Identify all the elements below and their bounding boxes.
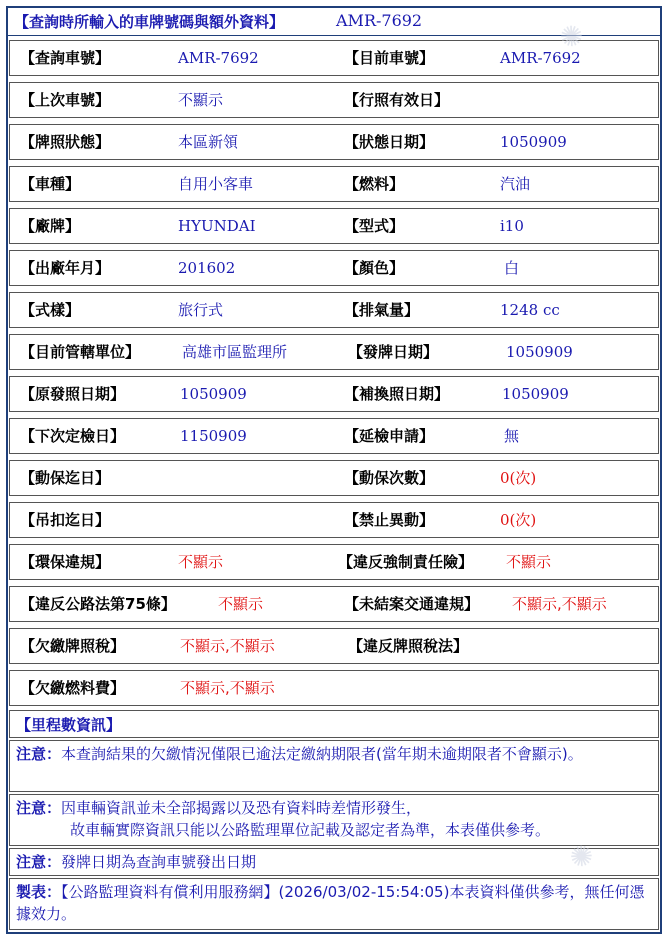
row-chattel-mortgage xyxy=(9,460,659,496)
label-license-tax-violation: 【違反牌照稅法】 xyxy=(348,637,469,655)
note-overdue-text: 本查詢結果的欠繳情況僅限已逾法定繳納期限者(當年期未逾期限者不會顯示)。 xyxy=(61,745,583,763)
value-current-plate: AMR-7692 xyxy=(500,49,581,67)
value-plate-status: 本區新領 xyxy=(178,133,239,151)
value-unpaid-license-tax: 不顯示,不顯示 xyxy=(180,637,275,655)
row-plate-status xyxy=(9,124,659,160)
label-plate-status: 【牌照狀態】 xyxy=(20,133,111,151)
row-previous-plate xyxy=(9,82,659,118)
value-model: i10 xyxy=(500,217,524,235)
note-issue-date-text: 發牌日期為查詢車號發出日期 xyxy=(61,853,257,871)
row-fuel-fee xyxy=(9,670,659,706)
label-next-inspection: 【下次定檢日】 xyxy=(20,427,126,445)
row-highway-act xyxy=(9,586,659,622)
row-body-style xyxy=(9,292,659,328)
label-highway-act-75: 【違反公路法第75條】 xyxy=(20,595,176,613)
label-unpaid-fuel-fee: 【欠繳燃料費】 xyxy=(20,679,126,697)
row-jurisdiction xyxy=(9,334,659,370)
value-body-style: 旅行式 xyxy=(178,301,224,319)
label-issue-date: 【發牌日期】 xyxy=(348,343,439,361)
value-jurisdiction: 高雄市區監理所 xyxy=(182,343,288,361)
label-suspension-until: 【吊扣迄日】 xyxy=(20,511,111,529)
label-inspection-extension: 【延檢申請】 xyxy=(344,427,435,445)
mileage-section xyxy=(9,710,659,738)
report-footer xyxy=(9,878,659,930)
label-manufacture-date: 【出廠年月】 xyxy=(20,259,111,277)
value-pending-traffic-violation: 不顯示,不顯示 xyxy=(512,595,607,613)
value-issue-date: 1050909 xyxy=(506,343,573,361)
value-compulsory-insurance: 不顯示 xyxy=(506,553,552,571)
label-jurisdiction: 【目前管轄單位】 xyxy=(20,343,141,361)
value-query-plate: AMR-7692 xyxy=(178,49,259,67)
note-issue-date xyxy=(9,848,659,876)
value-highway-act-75: 不顯示 xyxy=(218,595,264,613)
label-license-valid-date: 【行照有效日】 xyxy=(344,91,450,109)
header-title: 【查詢時所輸入的車牌號碼與額外資料】 xyxy=(14,13,285,31)
label-chattel-mortgage-until: 【動保迄日】 xyxy=(20,469,111,487)
value-next-inspection: 1150909 xyxy=(180,427,247,445)
label-model: 【型式】 xyxy=(344,217,405,235)
label-transfer-prohibited: 【禁止異動】 xyxy=(344,511,435,529)
value-original-license-date: 1050909 xyxy=(180,385,247,403)
value-displacement: 1248 cc xyxy=(500,301,560,319)
row-license-tax xyxy=(9,628,659,664)
value-previous-plate: 不顯示 xyxy=(178,91,224,109)
label-unpaid-license-tax: 【欠繳牌照稅】 xyxy=(20,637,126,655)
label-previous-plate: 【上次車號】 xyxy=(20,91,111,109)
label-pending-traffic-violation: 【未結案交通違規】 xyxy=(344,595,480,613)
value-transfer-prohibited: 0(次) xyxy=(500,511,537,529)
watermark-bottom-right: ✺ xyxy=(564,836,600,877)
footer-text: 【公路監理資料有償利用服務網】(2026/03/02-15:54:05)本表資料僅供參考，無任何憑據效力。 xyxy=(16,883,645,923)
value-environmental-violation: 不顯示 xyxy=(178,553,224,571)
value-status-date: 1050909 xyxy=(500,133,567,151)
label-original-license-date: 【原發照日期】 xyxy=(20,385,126,403)
note-disclaimer-line1: 因車輛資訊並未全部揭露以及恐有資料時差情形發生， xyxy=(61,799,422,817)
row-vehicle-type xyxy=(9,166,659,202)
label-chattel-mortgage-count: 【動保次數】 xyxy=(344,469,435,487)
row-manufacture-date xyxy=(9,250,659,286)
label-fuel: 【燃料】 xyxy=(344,175,405,193)
label-status-date: 【狀態日期】 xyxy=(344,133,435,151)
value-reissue-date: 1050909 xyxy=(502,385,569,403)
label-environmental-violation: 【環保違規】 xyxy=(20,553,111,571)
row-query-plate xyxy=(9,40,659,76)
value-fuel: 汽油 xyxy=(500,175,531,193)
footer-key: 製表： xyxy=(16,883,62,901)
label-vehicle-type: 【車種】 xyxy=(20,175,81,193)
row-brand xyxy=(9,208,659,244)
row-environmental xyxy=(9,544,659,580)
label-query-plate: 【查詢車號】 xyxy=(20,49,111,67)
mileage-label: 【里程數資訊】 xyxy=(16,716,122,734)
header-plate: AMR-7692 xyxy=(336,11,423,30)
report-header xyxy=(8,8,660,36)
note-disclaimer xyxy=(9,794,659,846)
value-color: 白 xyxy=(504,259,520,277)
note-issue-date-key: 注意： xyxy=(16,853,62,871)
row-next-inspection xyxy=(9,418,659,454)
value-vehicle-type: 自用小客車 xyxy=(178,175,254,193)
label-brand: 【廠牌】 xyxy=(20,217,81,235)
row-original-license-date xyxy=(9,376,659,412)
value-brand: HYUNDAI xyxy=(178,217,256,235)
watermark-top-right: ✺ xyxy=(554,16,590,57)
note-disclaimer-key: 注意： xyxy=(16,799,62,817)
value-manufacture-date: 201602 xyxy=(178,259,236,277)
value-inspection-extension: 無 xyxy=(504,427,520,445)
label-displacement: 【排氣量】 xyxy=(344,301,420,319)
value-unpaid-fuel-fee: 不顯示,不顯示 xyxy=(180,679,275,697)
label-body-style: 【式樣】 xyxy=(20,301,81,319)
note-disclaimer-line2: 故車輛實際資訊只能以公路監理單位記載及認定者為準，本表僅供參考。 xyxy=(70,821,551,839)
label-current-plate: 【目前車號】 xyxy=(344,49,435,67)
value-chattel-mortgage-count: 0(次) xyxy=(500,469,537,487)
note-overdue-key: 注意： xyxy=(16,745,62,763)
label-color: 【顏色】 xyxy=(344,259,405,277)
row-suspension xyxy=(9,502,659,538)
label-reissue-date: 【補換照日期】 xyxy=(344,385,450,403)
label-compulsory-insurance: 【違反強制責任險】 xyxy=(338,553,474,571)
note-overdue xyxy=(9,740,659,792)
